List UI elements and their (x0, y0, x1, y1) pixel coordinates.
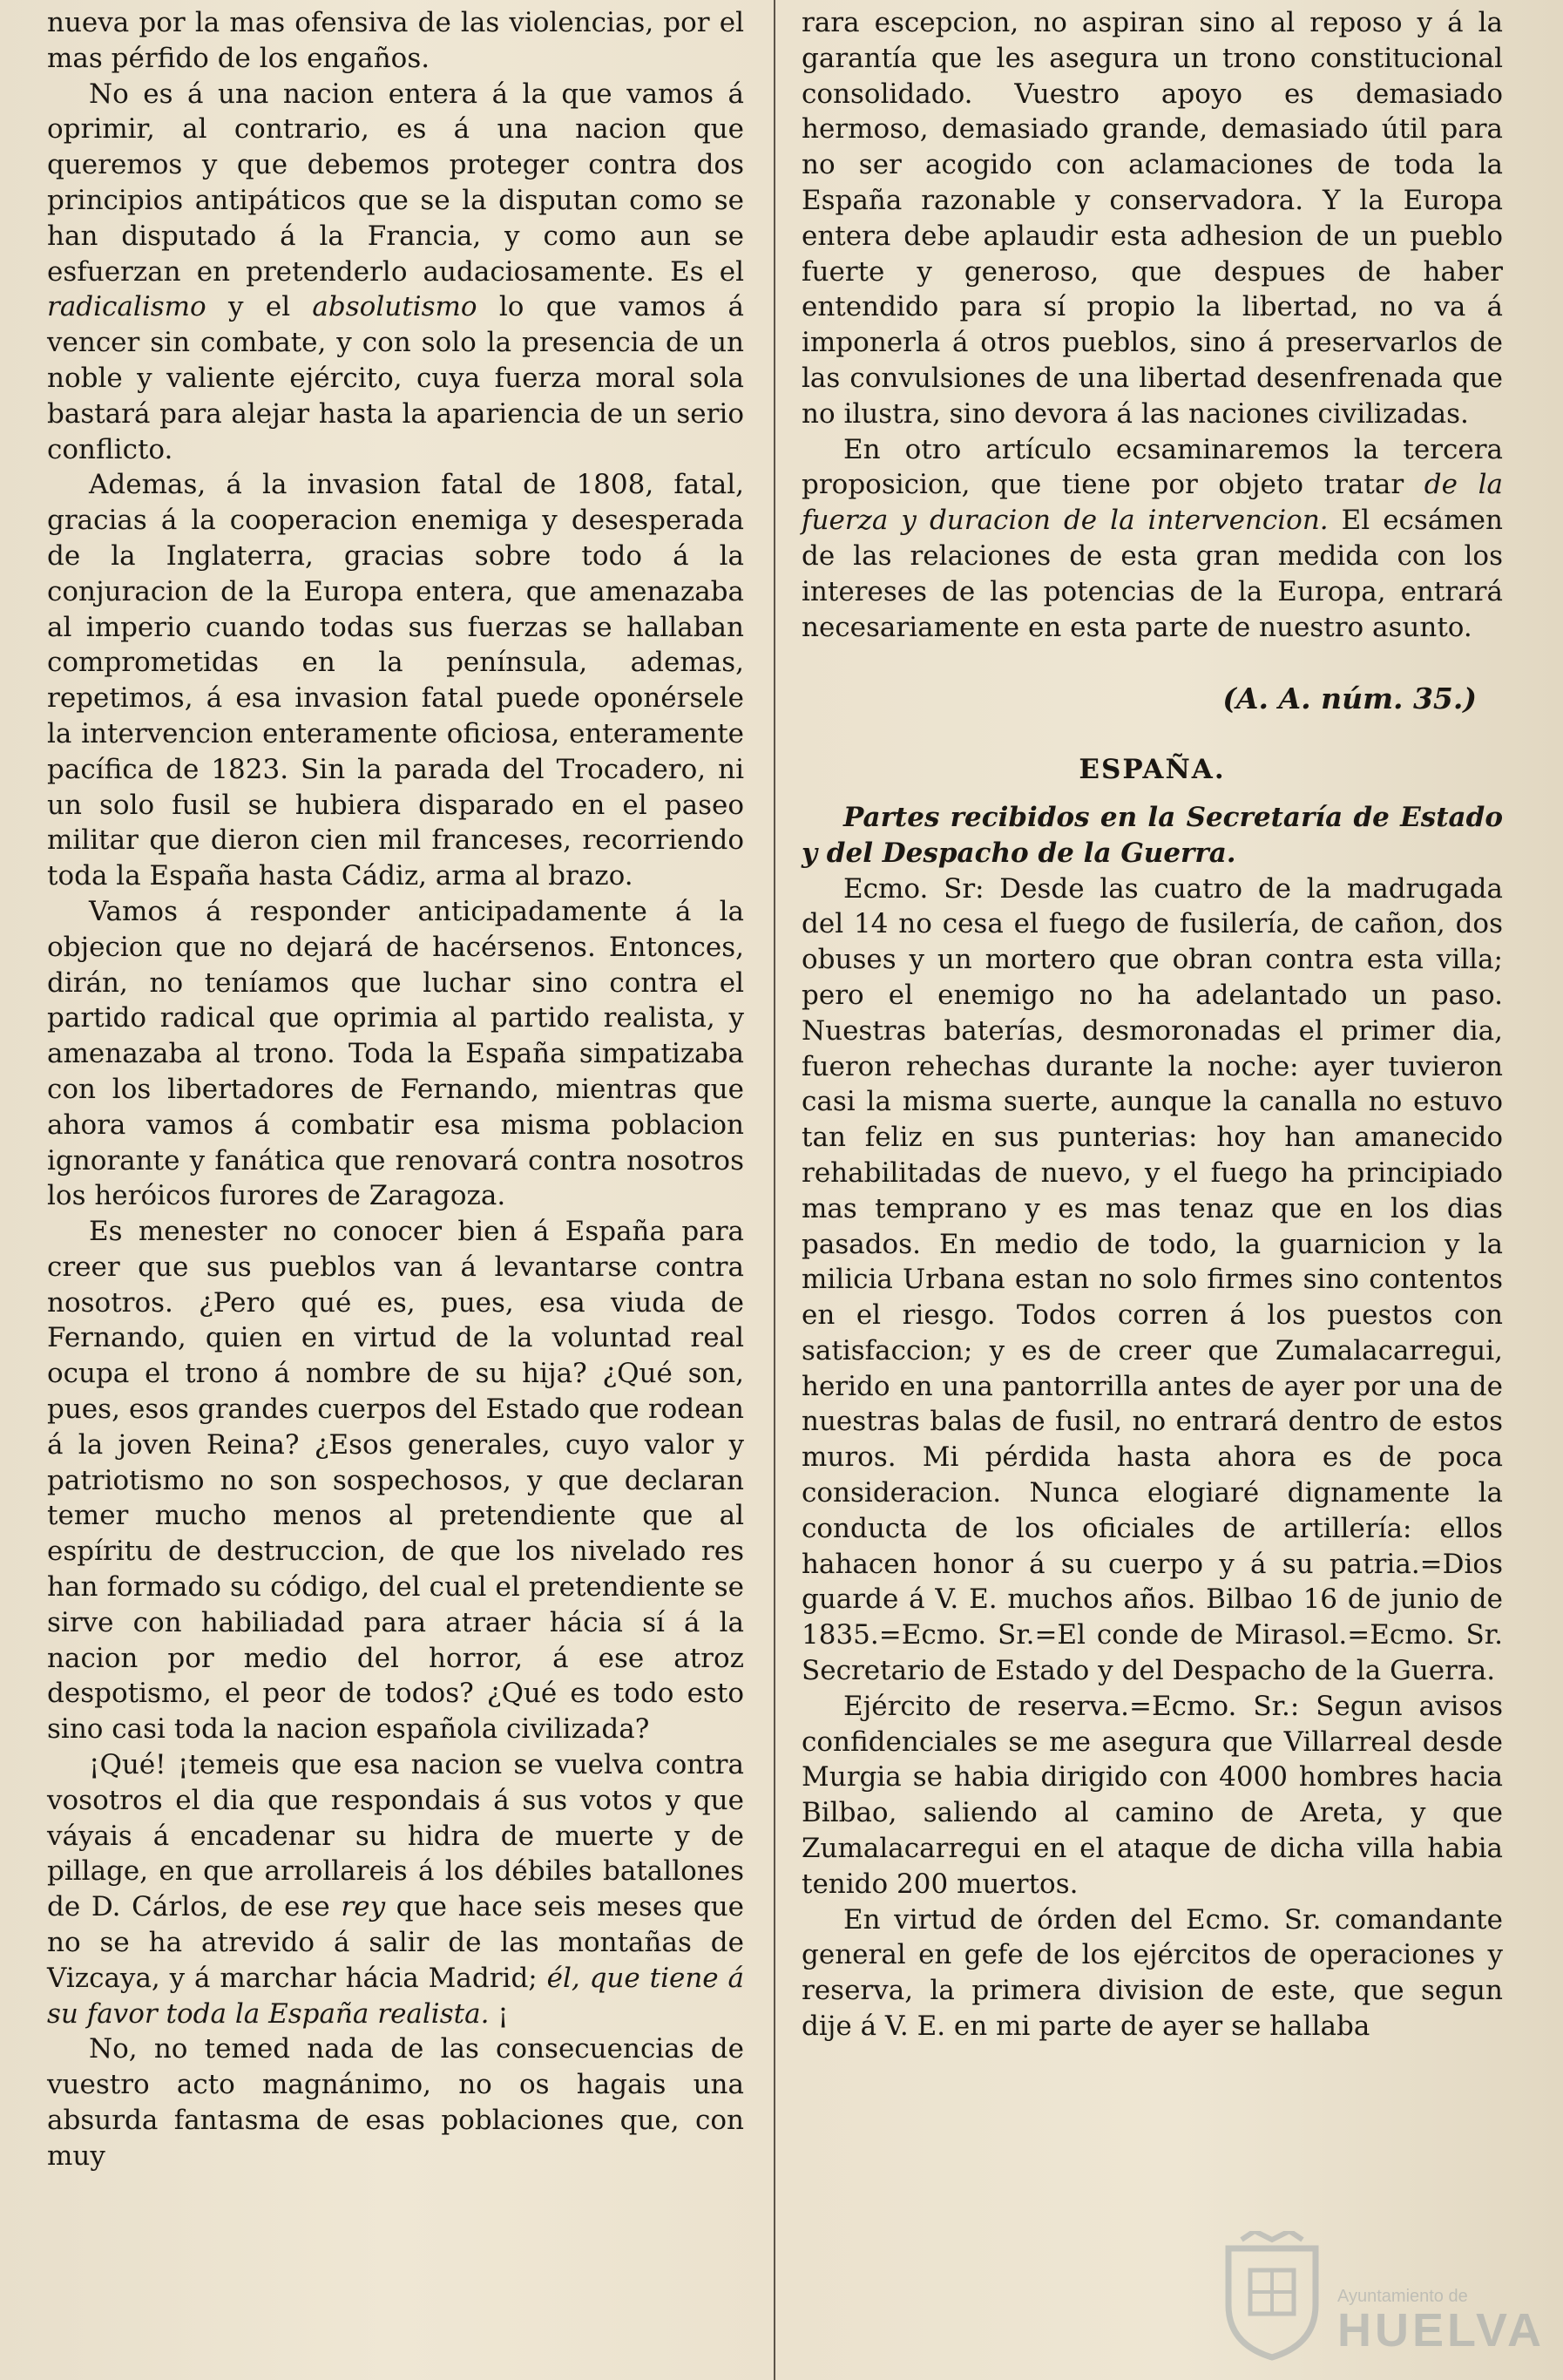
city-crest-icon (1215, 2231, 1329, 2362)
paragraph (47, 5, 744, 77)
text-run: No es á una nacion entera á la que vamos á oprimir, al contrario, es á una nacion que queremos y que debemos proteger contra dos principios antipáticos que se la disputan como se han disputado á la Francia, y como aun se esfuerzan en pretenderlo audaciosamente. Es el (47, 78, 744, 288)
italic-text: absolutismo (312, 291, 477, 323)
text-run: El ecsámen de las relaciones de esta gran medida con los intereses de las potencias de la Europa, entrará necesariamente en esta parte de nuestro asunto. (802, 505, 1503, 643)
article-subheading (802, 800, 1503, 871)
text-run: En otro artículo ecsaminaremos la tercera proposicion, que tiene por objeto tratar (802, 433, 1503, 501)
italic-text: de la fuerza y duracion de la intervencion. (802, 469, 1503, 537)
paragraph (802, 432, 1503, 646)
italic-text: radicalismo (47, 291, 206, 323)
paragraph (802, 1902, 1503, 2044)
text-run: ¡ (489, 1997, 509, 2030)
paragraph (47, 1214, 744, 1747)
text-run: (A. A. núm. 35.) (1222, 681, 1477, 716)
paragraph (802, 871, 1503, 1689)
text-run: Vamos á responder anticipadamente á la objecion que no dejará de hacérsenos. Entonces, dirán, no teníamos que luchar sino contra el partido radical que oprimia al partido realista, y amenazaba al trono. Toda la España simpatizaba con los libertadores de Fernando, mientras que ahora vamos á combatir esa misma poblacion ignorante y fanática que renovará contra nosotros los heróicos furores de Zaragoza. (47, 895, 744, 1212)
paragraph (47, 2031, 744, 2173)
paragraph (47, 77, 744, 468)
text-run: ¡Qué! ¡temeis que esa nacion se vuelva contra vosotros el dia que respondais á sus votos y que váyais á encadenar su hidra de muerte y de pillage, en que arrollareis á los débiles batallones de D. Cárlos, de ese (47, 1749, 744, 1923)
text-run: nueva por la mas ofensiva de las violencias, por el mas pérfido de los engaños. (47, 7, 744, 74)
column-divider (774, 0, 775, 2380)
article-signature (802, 681, 1503, 717)
text-run: ESPAÑA. (1079, 754, 1226, 786)
text-run: Ademas, á la invasion fatal de 1808, fatal, gracias á la cooperacion enemiga y desesperada de la Inglaterra, gracias sobre todo á la conjuracion de la Europa entera, que amenazaba al imperio cuando todas sus fuerzas se hallaban comprometidas en la península, ademas, repetimos, á esa invasion fatal puede oponérsele la intervencion enteramente oficiosa, enteramente pacífica de 1823. Sin la parada del Trocadero, ni un solo fusil se hubiera disparado en el paseo militar que dieron cien mil franceses, recorriendo toda la España hasta Cádiz, arma al brazo. (47, 469, 744, 892)
watermark-small-text: Ayuntamiento de (1337, 2287, 1468, 2306)
paragraph (47, 467, 744, 894)
watermark-big-text: HUELVA (1337, 2304, 1545, 2356)
text-run: rara escepcion, no aspiran sino al reposo y á la garantía que les asegura un trono constitucional consolidado. Vuestro apoyo es demasiado hermoso, demasiado grande, demasiado útil para no ser acogido con aclamaciones de toda la España razonable y conservadora. Y la Europa entera debe aplaudir esta adhesion de un pueblo fuerte y generoso, que despues de haber entendido para sí propio la libertad, no va á imponerla á otros pueblos, sino á preservarlos de las convulsiones de una libertad desenfrenada que no ilustra, sino devora á las naciones civilizadas. (802, 7, 1503, 430)
text-run: que hace seis meses que no se ha atrevido á salir de las montañas de Vizcaya, y á marchar hácia Madrid; (47, 1891, 744, 1994)
text-run: Es menester no conocer bien á España para creer que sus pueblos van á levantarse contra nosotros. ¿Pero qué es, pues, esa viuda de Fernando, quien en virtud de la voluntad real ocupa el trono á nombre de su hija? ¿Qué son, pues, esos grandes cuerpos del Estado que rodean á la joven Reina? ¿Esos generales, cuyo valor y patriotismo no son sospechosos, y que declaran temer mucho menos al pretendiente que al espíritu de destruccion, de que los nivelado res han formado su código, del cual el pretendiente se sirve con habiliadad para atraer hácia sí á la nacion por medio del horror, á ese atroz despotismo, el peor de todos? ¿Qué es todo esto sino casi toda la nacion española civilizada? (47, 1216, 744, 1746)
right-column (802, 5, 1503, 2044)
section-heading (802, 752, 1503, 788)
paragraph (47, 1747, 744, 2031)
italic-text: él, que tiene á su favor toda la España realista. (47, 1962, 744, 2030)
text-run: Ecmo. Sr: Desde las cuatro de la madrugada del 14 no cesa el fuego de fusilería, de cañon, dos obuses y un mortero que obran contra esta villa; pero el enemigo no ha adelantado un paso. Nuestras baterías, desmoronadas el primer dia, fueron rehechas durante la noche: ayer tuvieron casi la misma suerte, aunque la canalla no estuvo tan feliz en sus punterias: hoy han amanecido rehabilitadas de nuevo, y el fuego ha principiado mas temprano y es mas tenaz que en los dias pasados. En medio de todo, la guarnicion y la milicia Urbana estan no solo firmes sino contentos en el riesgo. Todos corren á los puestos con satisfaccion; y es de creer que Zumalacarregui, herido en una pantorrilla antes de ayer por una de nuestras balas de fusil, no entrará dentro de estos muros. Mi pérdida hasta ahora es de poca consideracion. Nunca elogiaré dignamente la conducta de los oficiales de artillería: ellos hahacen honor á su cuerpo y á su patria.=Dios guarde á V. E. muchos años. Bilbao 16 de junio de 1835.=Ecmo. Sr.=El conde de Mirasol.=Ecmo. Sr. Secretario de Estado y del Despacho de la Guerra. (802, 872, 1503, 1687)
text-run: lo que vamos á vencer sin combate, y con solo la presencia de un noble y valiente ejército, cuya fuerza moral sola bastará para alejar hasta la apariencia de un serio conflicto. (47, 291, 744, 465)
text-run: Ejército de reserva.=Ecmo. Sr.: Segun avisos confidenciales se me asegura que Villarreal desde Murgia se habia dirigido con 4000 hombres hacia Bilbao, saliendo al camino de Areta, y que Zumalacarregui en el ataque de dicha villa habia tenido 200 muertos. (802, 1690, 1503, 1900)
paragraph (802, 5, 1503, 432)
text-run: No, no temed nada de las consecuencias de vuestro acto magnánimo, no os hagais una absurda fantasma de esas poblaciones que, con muy (47, 2033, 744, 2172)
text-run: Partes recibidos en la Secretaría de Estado y del Despacho de la Guerra. (802, 801, 1503, 869)
text-run: En virtud de órden del Ecmo. Sr. comandante general en gefe de los ejércitos de operaciones y reserva, la primera division de este, que segun dije á V. E. en mi parte de ayer se hallaba (802, 1903, 1503, 2043)
paragraph (802, 1689, 1503, 1902)
italic-text: rey (341, 1891, 386, 1923)
left-column (47, 5, 744, 2174)
text-run: y el (206, 291, 313, 323)
archive-watermark (1215, 2231, 1545, 2362)
paragraph (47, 894, 744, 1214)
